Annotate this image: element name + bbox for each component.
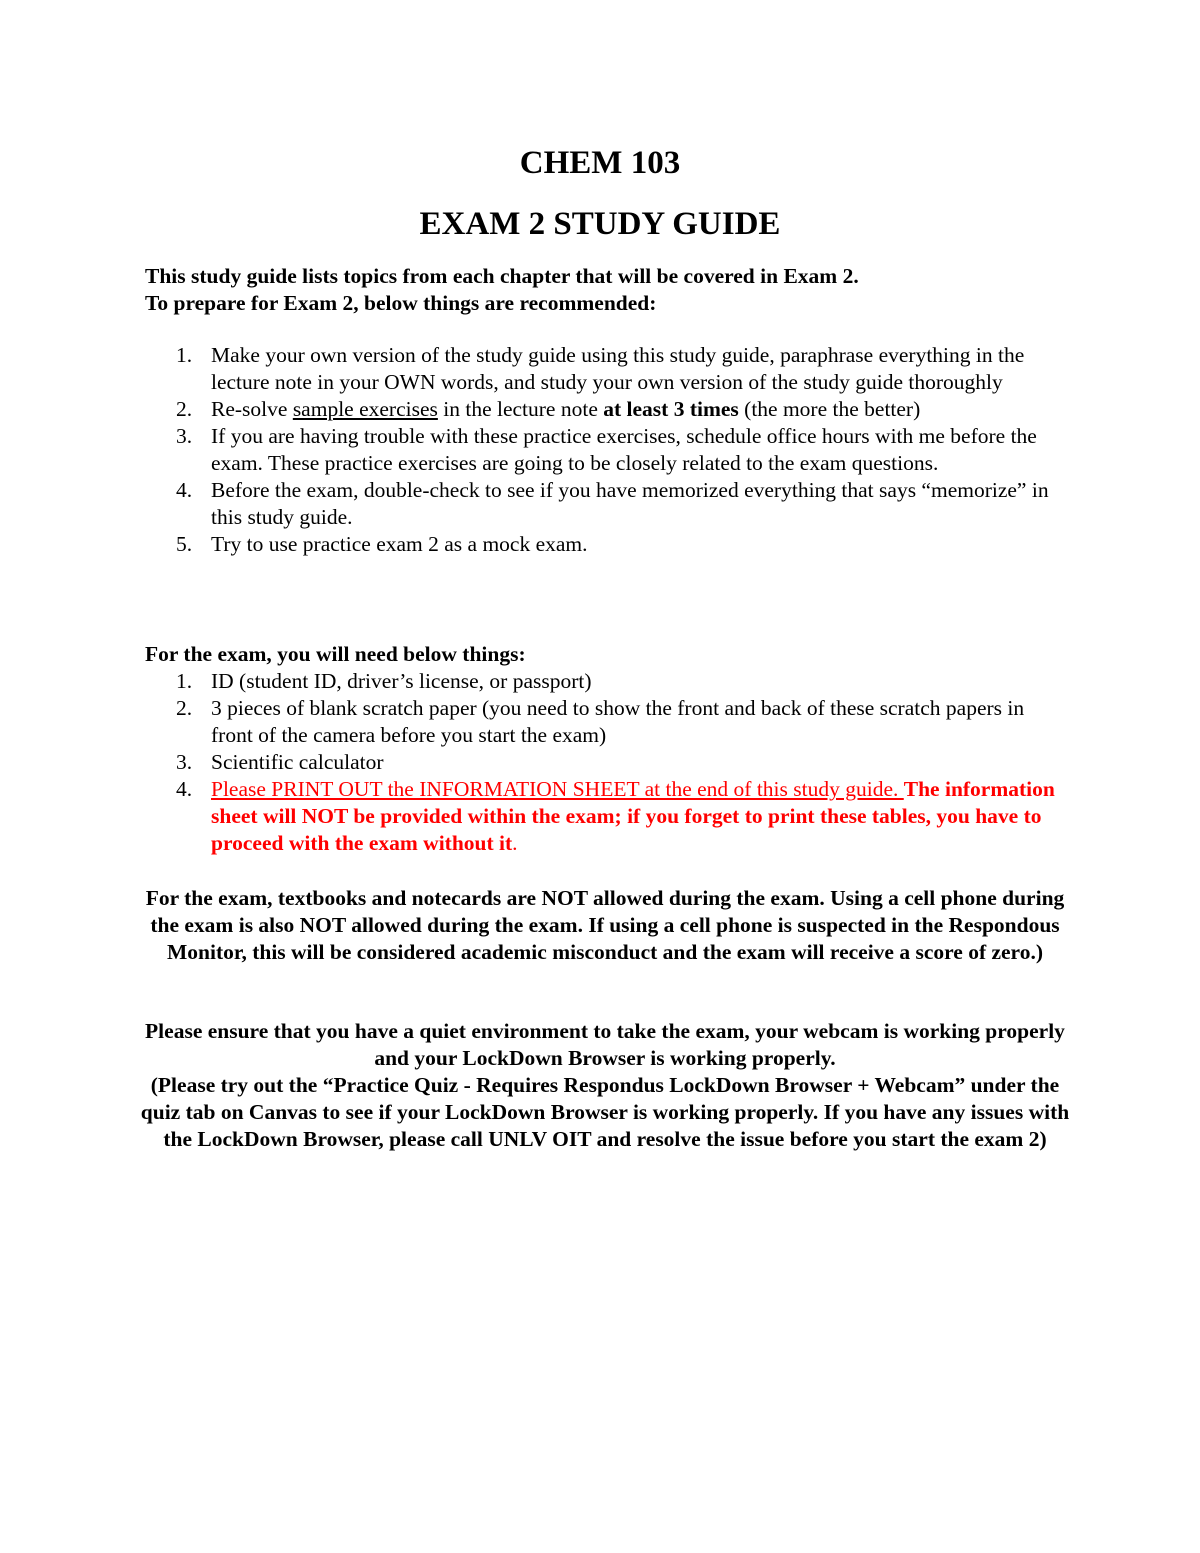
list-number: 4. <box>176 777 193 801</box>
list-item-text: ID (student ID, driver’s license, or passport) <box>211 669 592 693</box>
list-item-text: 3 pieces of blank scratch paper (you need to show the front and back of these scratch papers in front of the camera before you start the exam) <box>211 696 1025 747</box>
list-item-text: Make your own version of the study guide using this study guide, paraphrase everything in the lecture note in your OWN words, and study your own version of the study guide thoroughly <box>211 343 1025 394</box>
intro-line-2: To prepare for Exam 2, below things are recommended: <box>145 291 657 315</box>
intro-line-1: This study guide lists topics from each chapter that will be covered in Exam 2. <box>145 264 859 288</box>
list-number: 2. <box>176 696 193 720</box>
list-item-text: Scientific calculator <box>211 750 384 774</box>
list-item-text: Before the exam, double-check to see if you have memorized everything that says “memorize” in this study guide. <box>211 478 1049 529</box>
environment-block <box>130 1018 1080 1153</box>
intro-block <box>145 263 1065 317</box>
warning-period: . <box>512 831 518 855</box>
recommendations-list <box>145 342 1065 558</box>
bold-text: at least 3 times <box>603 397 739 421</box>
list-item-text-suffix: (the more the better) <box>738 397 921 421</box>
exam-rules-paragraph: For the exam, textbooks and notecards are NOT allowed during the exam. Using a cell phone during the exam is also NOT allowed during the exam. If using a cell phone is suspected in the Respondous Monitor, this will be considered academic misconduct and the exam will receive a score of zero.) <box>145 886 1065 964</box>
list-number: 3. <box>176 750 193 774</box>
list-item-text-middle: in the lecture note <box>437 397 604 421</box>
list-number: 2. <box>176 397 193 421</box>
environment-paragraph: Please ensure that you have a quiet environment to take the exam, your webcam is working properly and your LockDown Browser is working properly. <box>145 1019 1065 1070</box>
list-number: 3. <box>176 424 193 448</box>
list-item <box>145 695 1065 749</box>
information-sheet-warning: The information sheet will NOT be provided within the exam; if you forget to print these tables, you have to proceed with the exam without it <box>211 777 1055 855</box>
course-title: CHEM 103 <box>519 145 681 181</box>
list-item <box>145 668 1065 695</box>
needs-list <box>145 668 1065 857</box>
list-number: 4. <box>176 478 193 502</box>
list-item-text-prefix: Re-solve <box>211 397 293 421</box>
underlined-text: sample exercises <box>292 397 438 421</box>
list-item <box>145 749 1065 776</box>
list-item <box>145 396 1065 423</box>
list-item <box>145 342 1065 396</box>
print-instruction: Please PRINT OUT the INFORMATION SHEET at the end of this study guide. <box>211 777 904 801</box>
list-number: 1. <box>176 343 193 367</box>
list-item <box>145 776 1065 857</box>
list-item <box>145 477 1065 531</box>
list-item <box>145 531 1065 558</box>
list-item <box>145 423 1065 477</box>
list-item-text: If you are having trouble with these practice exercises, schedule office hours with me before the exam. These practice exercises are going to be closely related to the exam questions. <box>211 424 1037 475</box>
list-number: 1. <box>176 669 193 693</box>
needs-heading: For the exam, you will need below things: <box>145 642 526 666</box>
list-item-text: Try to use practice exam 2 as a mock exam. <box>211 532 588 556</box>
practice-quiz-paragraph: (Please try out the “Practice Quiz - Requires Respondus LockDown Browser + Webcam” under the quiz tab on Canvas to see if your LockDown Browser is working properly. If you have any issues with the LockDown Browser, please call UNLV OIT and resolve the issue before you start the exam 2) <box>140 1073 1070 1151</box>
guide-title: EXAM 2 STUDY GUIDE <box>419 206 781 242</box>
list-number: 5. <box>176 532 193 556</box>
